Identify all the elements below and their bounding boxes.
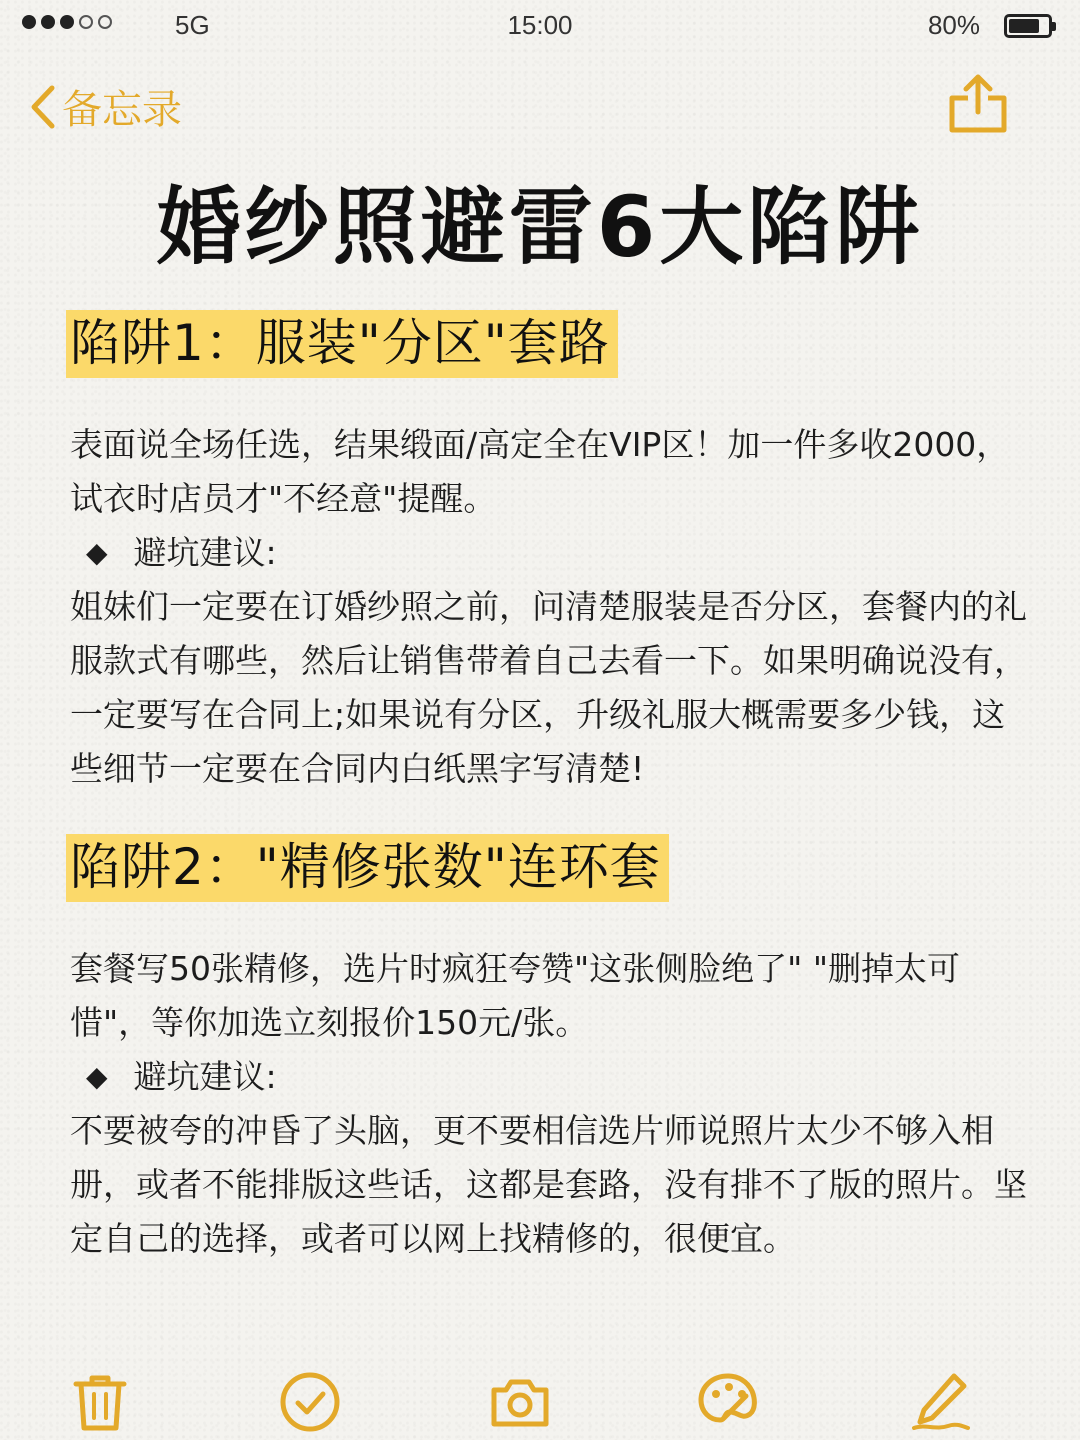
pen-icon	[908, 1370, 972, 1434]
trash-icon	[68, 1370, 132, 1434]
tip-label-row	[70, 526, 1036, 580]
bottom-toolbar	[0, 1364, 1080, 1440]
share-button[interactable]	[946, 72, 1010, 136]
status-time: 15:00	[507, 10, 573, 40]
status-bar	[0, 0, 1080, 52]
section-description: 套餐写50张精修，选片时疯狂夸赞"这张侧脸绝了" "删掉太可惜"，等你加选立刻报价150元/张。	[70, 949, 961, 1042]
tip-text: 不要被夸的冲昏了头脑，更不要相信选片师说照片太少不够入相册，或者不能排版这些话，这都是套路，没有排不了版的照片。坚定自己的选择，或者可以网上找精修的，很便宜。	[70, 1111, 1027, 1258]
tip-label-row	[70, 1050, 1036, 1104]
battery-level	[1009, 19, 1039, 33]
trap-section	[70, 310, 1036, 796]
delete-button[interactable]	[68, 1370, 132, 1434]
checklist-button[interactable]	[278, 1370, 342, 1434]
note-body[interactable]	[70, 310, 1036, 1266]
markup-button[interactable]	[696, 1370, 760, 1434]
tip-text: 姐妹们一定要在订婚纱照之前，问清楚服装是否分区，套餐内的礼服款式有哪些，然后让销售带着自己去看一下。如果明确说没有，一定要写在合同上;如果说有分区，升级礼服大概需要多少钱，这些细节一定要在合同内白纸黑字写清楚!	[70, 587, 1027, 788]
camera-button[interactable]	[488, 1370, 552, 1434]
battery-percent: 80%	[927, 10, 980, 40]
battery-icon	[1004, 14, 1052, 38]
chevron-left-icon	[28, 84, 58, 130]
network-type: 5G	[175, 10, 210, 40]
diamond-bullet-icon: ◆	[86, 536, 108, 569]
diamond-bullet-icon: ◆	[86, 1060, 108, 1093]
palette-icon	[696, 1370, 760, 1434]
checklist-icon	[278, 1370, 342, 1434]
compose-button[interactable]	[908, 1370, 972, 1434]
tip-label: 避坑建议:	[133, 1057, 277, 1096]
section-heading: 陷阱1：服装"分区"套路	[66, 310, 618, 378]
tip-label: 避坑建议:	[133, 533, 277, 572]
section-description: 表面说全场任选，结果缎面/高定全在VIP区！加一件多收2000，试衣时店员才"不经意"提醒。	[70, 425, 1010, 518]
trap-section	[70, 834, 1036, 1266]
camera-icon	[488, 1370, 552, 1434]
back-button[interactable]	[28, 78, 182, 135]
section-heading: 陷阱2："精修张数"连环套	[66, 834, 669, 902]
back-button-label: 备忘录	[62, 87, 182, 133]
share-icon	[946, 72, 1010, 136]
page-title: 婚纱照避雷6大陷阱	[156, 178, 924, 276]
